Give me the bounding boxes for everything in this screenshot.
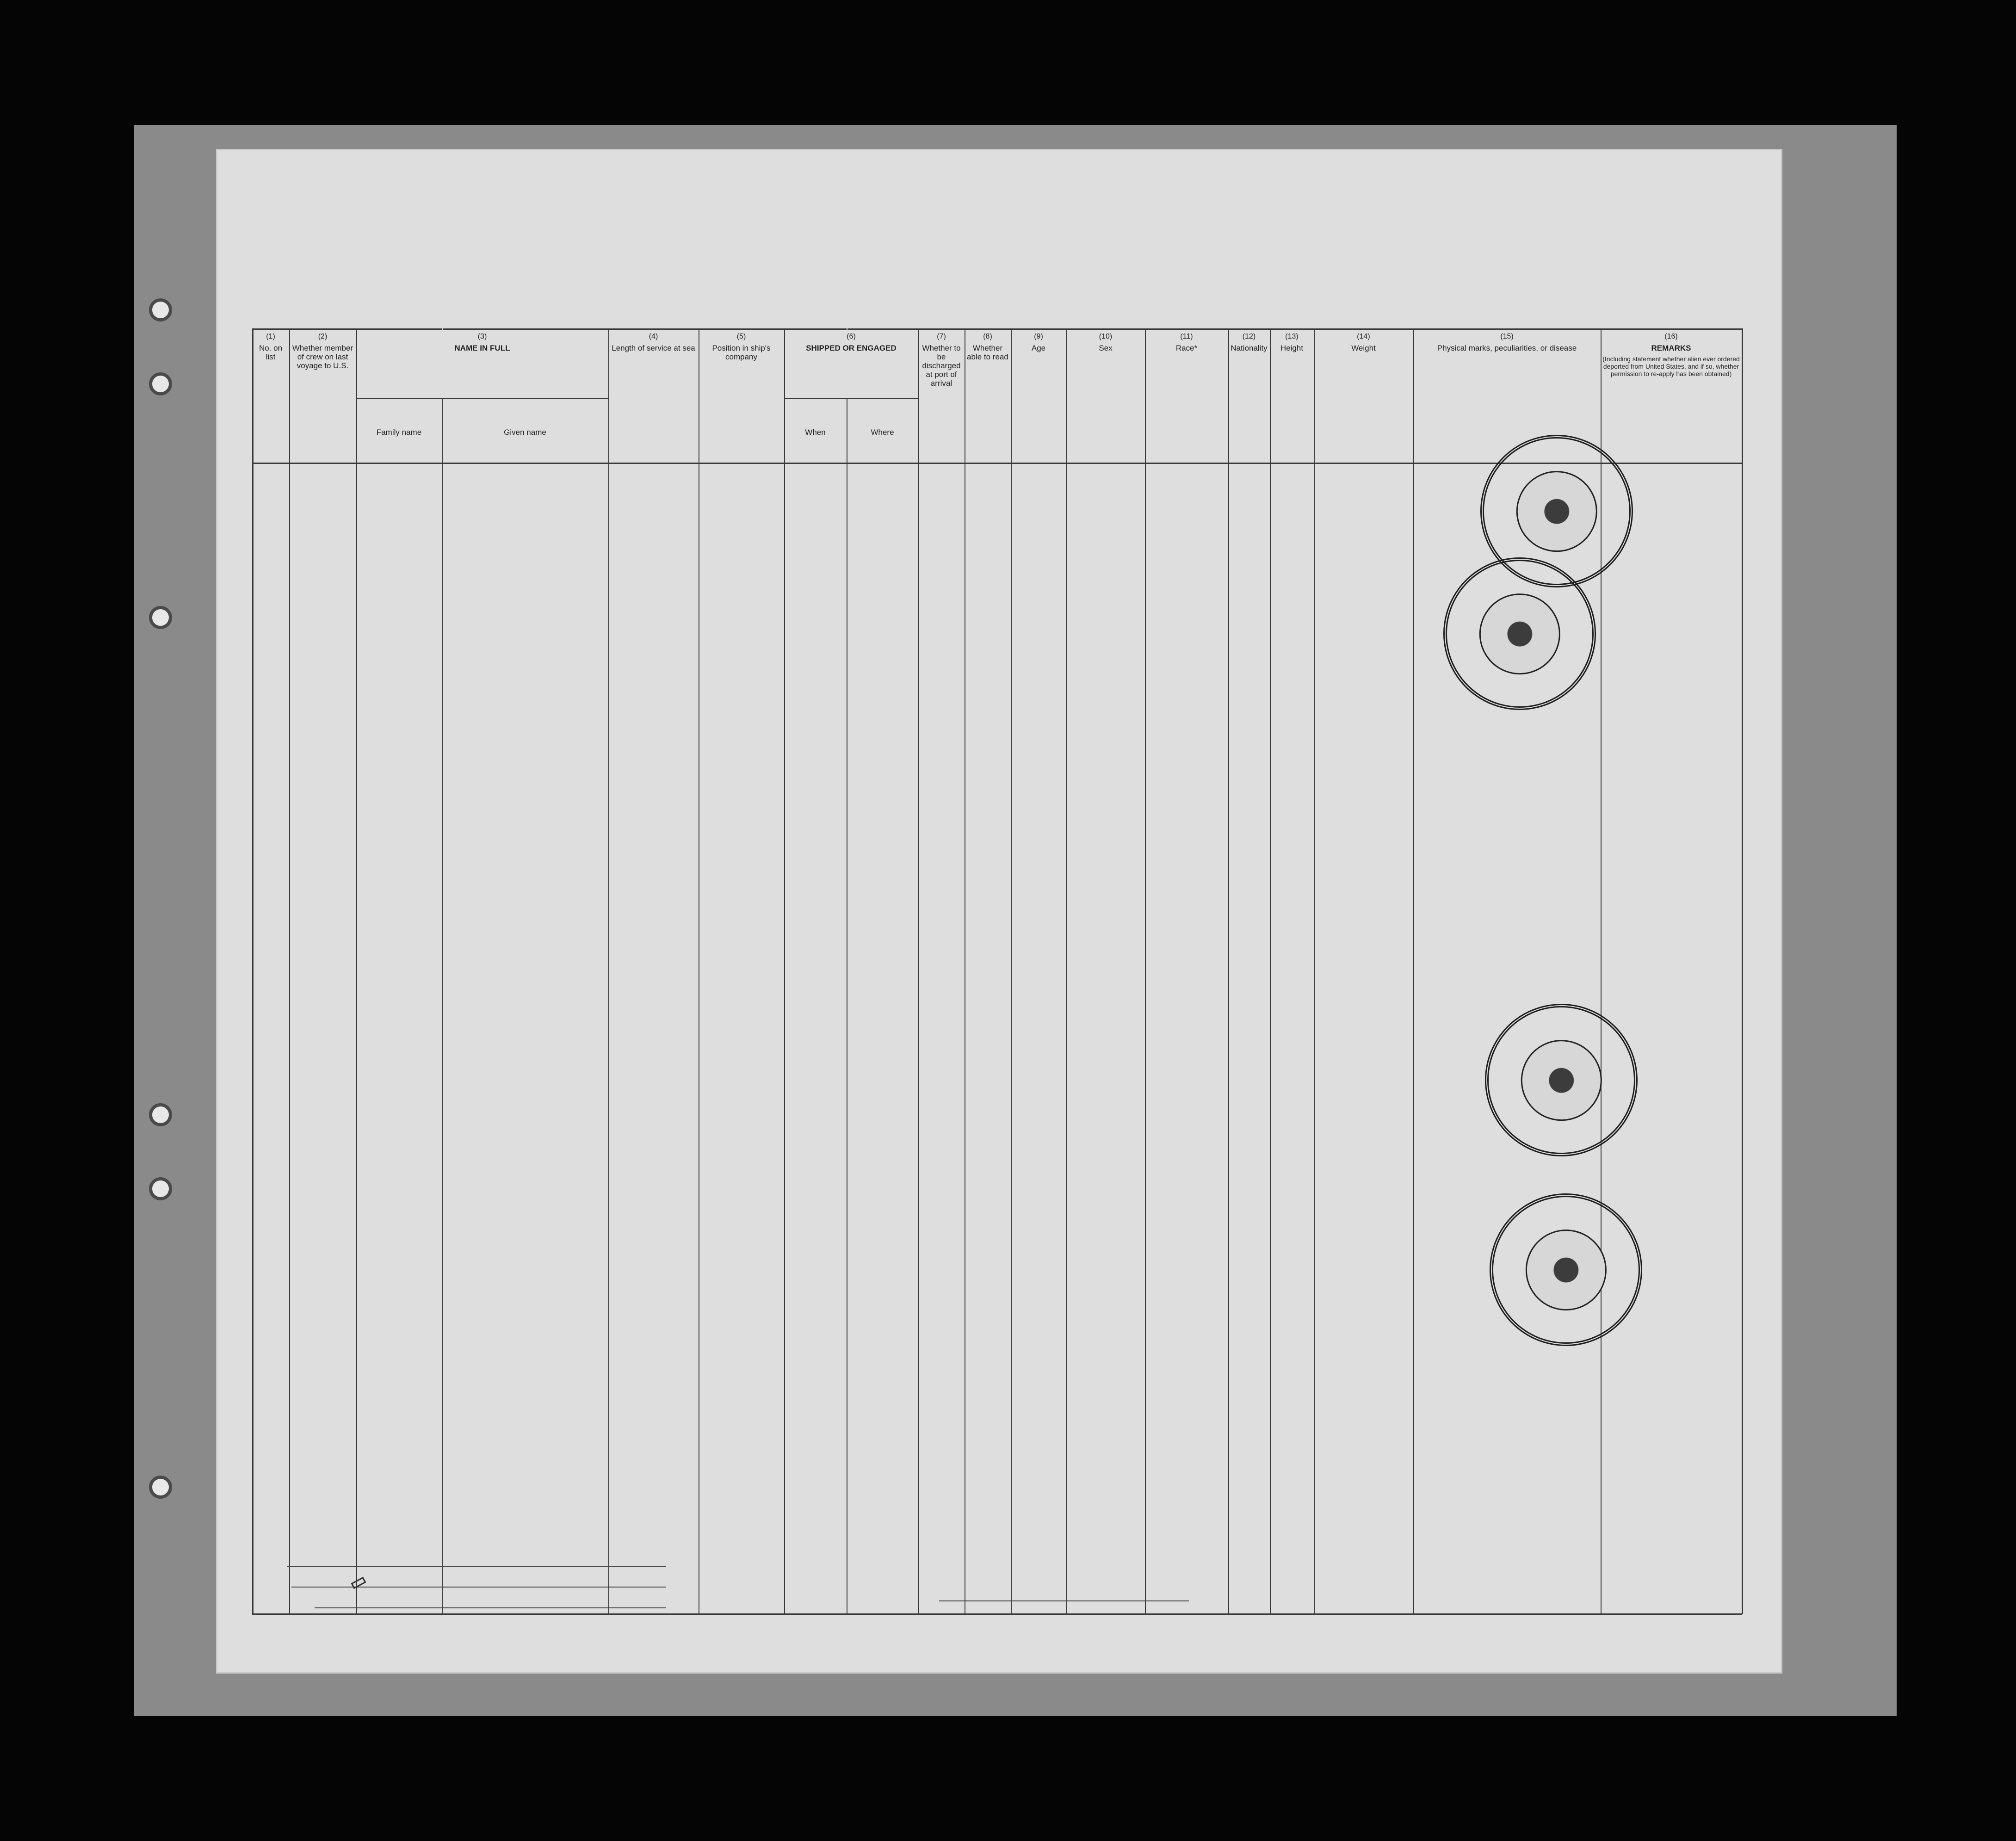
column-header xyxy=(1415,332,1599,352)
column-label: Whether member of crew on last voyage to U.S. xyxy=(292,344,353,370)
column-header xyxy=(786,332,916,352)
column-number: (9) xyxy=(1034,333,1043,340)
column-number: (7) xyxy=(937,333,946,340)
inspector-rule xyxy=(939,1600,1189,1601)
table-column-rule xyxy=(1270,328,1271,1614)
column-number: (10) xyxy=(1099,333,1113,340)
vessel-line xyxy=(333,294,1721,321)
column-number: (15) xyxy=(1500,333,1514,340)
column-label: Weight xyxy=(1351,344,1376,352)
column-header xyxy=(1602,332,1740,377)
header-group-rule xyxy=(784,398,918,399)
table-column-rule xyxy=(784,328,785,1614)
table-column-rule xyxy=(1066,328,1067,1614)
column-number: (11) xyxy=(1180,333,1193,340)
column-sublabel: When xyxy=(805,428,826,437)
table-column-rule xyxy=(252,328,254,1614)
punch-hole xyxy=(149,1177,172,1200)
column-number: (8) xyxy=(983,333,992,340)
footer-owner-rule xyxy=(291,1587,666,1588)
column-label: Whether to be discharged at port of arrival xyxy=(922,344,961,388)
column-header xyxy=(254,332,287,361)
column-number: (13) xyxy=(1285,333,1299,340)
column-header xyxy=(1013,332,1064,352)
table-column-rule xyxy=(1314,328,1315,1614)
manifest-sheet xyxy=(217,150,1781,1672)
sheet-number xyxy=(1619,176,1633,193)
table-column-rule xyxy=(442,328,443,1614)
table-border-rule xyxy=(252,1613,1742,1615)
column-label: Length of service at sea xyxy=(612,344,695,352)
column-header xyxy=(1272,332,1312,352)
table-border-rule xyxy=(252,328,1742,330)
column-number: (6) xyxy=(847,333,856,340)
column-label: Whether able to read xyxy=(967,344,1008,361)
column-label: Nationality xyxy=(1231,344,1268,352)
column-number: (5) xyxy=(736,333,746,340)
column-header xyxy=(700,332,782,361)
column-label: No. on list xyxy=(259,344,283,361)
column-number: (14) xyxy=(1357,333,1370,340)
column-number: (1) xyxy=(266,333,275,340)
table-column-rule xyxy=(356,328,357,1614)
column-label: REMARKS xyxy=(1651,344,1691,352)
column-header xyxy=(1316,332,1411,352)
punch-hole xyxy=(149,298,172,321)
column-sublabel: Given name xyxy=(504,428,546,437)
eagle-seal-icon xyxy=(1470,584,1569,683)
footer-line-rule xyxy=(287,1566,666,1567)
punch-hole xyxy=(149,606,172,629)
column-header xyxy=(1230,332,1268,352)
column-header xyxy=(966,332,1009,361)
table-column-rule xyxy=(1011,328,1012,1614)
punch-hole xyxy=(149,372,172,395)
eagle-seal-icon xyxy=(1518,1222,1614,1318)
column-header xyxy=(291,332,354,370)
column-header xyxy=(1068,332,1143,352)
table-column-rule xyxy=(1145,328,1146,1614)
column-label: Position in ship's company xyxy=(712,344,771,361)
column-label: Age xyxy=(1031,344,1046,352)
column-label: Height xyxy=(1280,344,1304,352)
table-column-rule xyxy=(1228,328,1229,1614)
column-number: (3) xyxy=(477,333,487,340)
column-number: (2) xyxy=(318,333,328,340)
column-header xyxy=(610,332,697,352)
column-number: (16) xyxy=(1664,333,1678,340)
eagle-seal-icon xyxy=(1505,459,1608,563)
punch-hole xyxy=(149,1476,172,1499)
table-column-rule xyxy=(1742,328,1743,1614)
header-group-rule xyxy=(356,398,608,399)
column-label: SHIPPED OR ENGAGED xyxy=(806,344,897,352)
column-number: (4) xyxy=(649,333,658,340)
punch-hole xyxy=(149,1103,172,1126)
column-label: Race* xyxy=(1175,344,1198,352)
column-header xyxy=(1147,332,1226,352)
column-number: (12) xyxy=(1242,333,1256,340)
column-label: NAME IN FULL xyxy=(454,344,510,352)
column-label: Sex xyxy=(1099,344,1113,352)
column-sublabel: Family name xyxy=(376,428,422,437)
eagle-seal-icon xyxy=(1509,1028,1613,1132)
column-note: (Including statement whether alien ever ordered deported from United States, and if so, whether permission to re-apply has been obtained) xyxy=(1602,355,1740,377)
table-column-rule xyxy=(918,328,919,1614)
table-column-rule xyxy=(608,328,609,1614)
table-column-rule xyxy=(289,328,290,1614)
footer-agents-rule xyxy=(315,1607,666,1608)
column-header xyxy=(358,332,606,352)
column-label: Physical marks, peculiarities, or disease xyxy=(1437,344,1577,352)
column-header xyxy=(920,332,963,388)
column-sublabel: Where xyxy=(871,428,894,437)
table-column-rule xyxy=(1413,328,1414,1614)
